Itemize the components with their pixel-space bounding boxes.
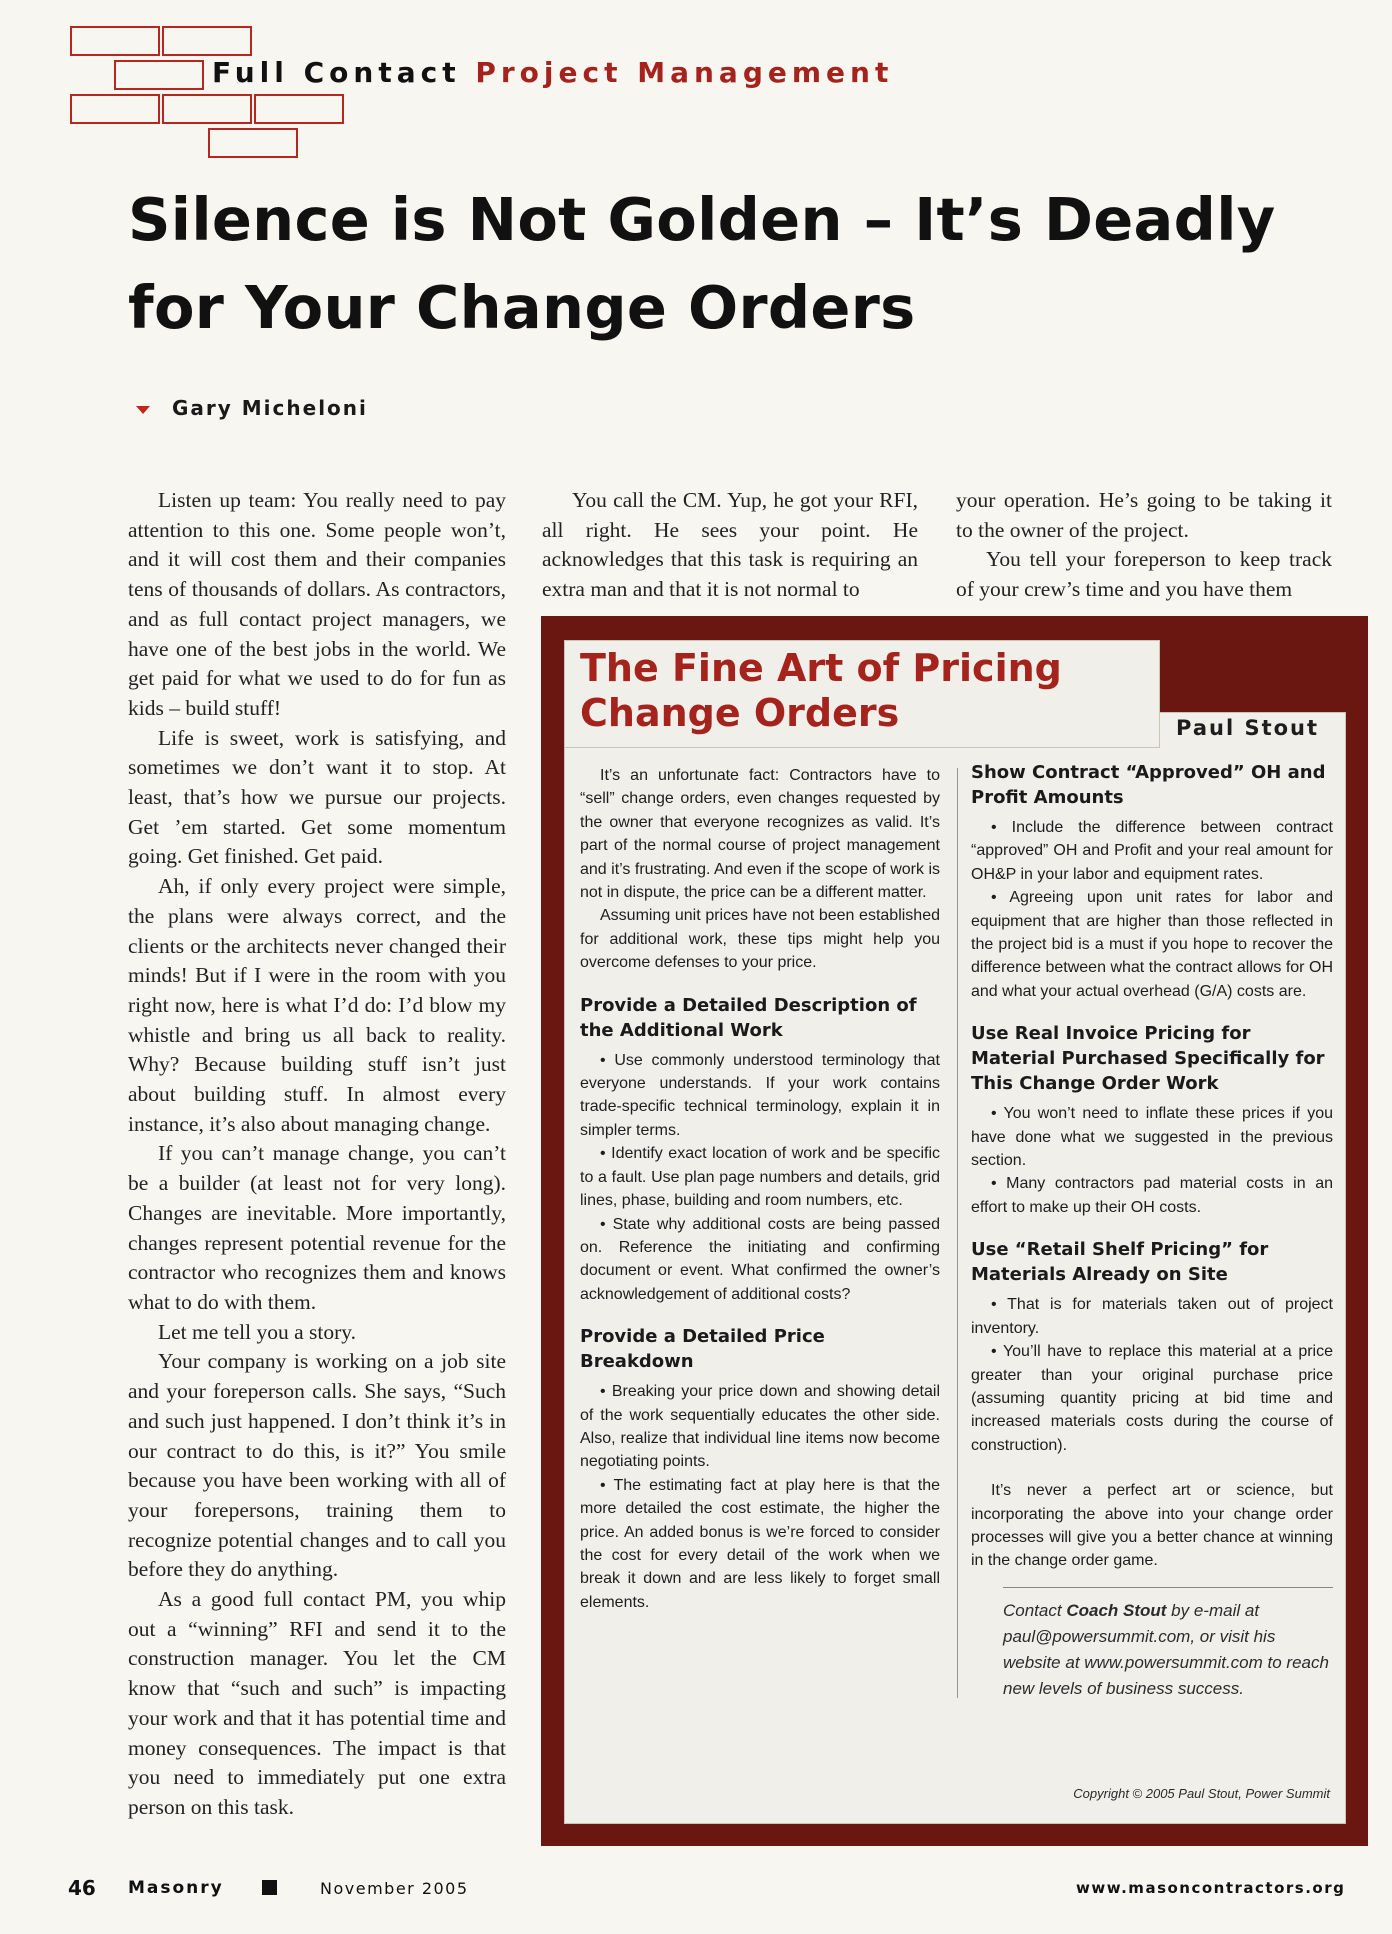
contact-divider bbox=[1003, 1587, 1333, 1588]
section-prefix: Full Contact bbox=[212, 56, 461, 89]
sidebar-bullet: • Include the difference between contract “approved” OH and Profit and your real amount for OH&P in your labor and equipment rates. bbox=[971, 819, 1333, 883]
brick bbox=[208, 128, 298, 158]
contact-details: by e-mail at paul@powersummit.com, or visit his website at www.powersummit.com to reach new levels of business success. bbox=[1003, 1600, 1329, 1698]
column-divider bbox=[957, 768, 958, 1698]
sidebar-subheading: Provide a Detailed Description of the Additional Work bbox=[580, 994, 917, 1041]
brick bbox=[162, 26, 252, 56]
contact-name: Coach Stout bbox=[1066, 1600, 1167, 1620]
sidebar-author: Paul Stout bbox=[1176, 716, 1320, 740]
paragraph: Let me tell you a story. bbox=[158, 1319, 357, 1344]
paragraph: If you can’t manage change, you can’t be a builder (at least not for very long). Changes are inevitable. More importantly, changes represent potential revenue for the contractor who recognizes them and knows what to do with them. bbox=[128, 1141, 506, 1314]
paragraph: Life is sweet, work is satisfying, and sometimes we don’t want it to stop. At least, that’s how we pursue our projects. Get ’em started. Get some momentum going. Get finished. Get paid. bbox=[128, 725, 506, 869]
sidebar-title: The Fine Art of Pricing Change Orders bbox=[580, 646, 1062, 735]
section-label bbox=[212, 56, 893, 89]
paragraph: Listen up team: You really need to pay attention to this one. Some people won’t, and it will cost them and their companies tens of thousands of dollars. As contractors, and as full contact project managers, we have one of the best jobs in the world. We get paid for what we used to do for fun as kids – build stuff! bbox=[128, 488, 506, 720]
sidebar-closing: It’s never a perfect art or science, but incorporating the above into your change order processes will give you a better chance at winning in the change order game. bbox=[971, 1482, 1333, 1570]
brick bbox=[254, 94, 344, 124]
magazine-name: Masonry bbox=[128, 1878, 224, 1898]
brick bbox=[70, 26, 160, 56]
sidebar-column-1 bbox=[580, 764, 940, 1614]
sidebar-bullet: • You’ll have to replace this material at a price greater than your original purchase price (assuming quantity pricing at bid time and increased materials costs during the course of construction). bbox=[971, 1343, 1333, 1454]
page-number: 46 bbox=[68, 1876, 96, 1900]
sidebar-paragraph: Assuming unit prices have not been established for additional work, these tips might help you overcome defenses to your price. bbox=[580, 907, 940, 972]
contact-pre: Contact bbox=[1003, 1600, 1062, 1620]
sidebar-paragraph: It’s an unfortunate fact: Contractors have to “sell” change orders, even changes requested by the owner that everyone recognizes as valid. It’s part of the normal course of project management and it’s frustrating. And even if the scope of work is not in dispute, the price can be a different matter. bbox=[580, 767, 940, 902]
sidebar-column-2 bbox=[971, 760, 1333, 1702]
issue-date: November 2005 bbox=[320, 1879, 469, 1898]
byline bbox=[136, 396, 368, 420]
sidebar-bullet: • That is for materials taken out of project inventory. bbox=[971, 1296, 1333, 1337]
paragraph: Ah, if only every project were simple, the plans were always correct, and the clients or the architects never changed their minds! But if I were in the room with you right now, here is what I’d do: I’d blow my whistle and bring us all back to reality. Why? Because building stuff isn’t just about building stuff. In almost every instance, it’s also about managing change. bbox=[128, 874, 506, 1136]
sidebar-bullet: • State why additional costs are being passed on. Reference the initiating and confirming document or event. What confirmed the owner’s acknowledgement of additional costs? bbox=[580, 1215, 940, 1303]
sidebar-bullet: • Many contractors pad material costs in an effort to make up their OH costs. bbox=[971, 1175, 1333, 1216]
paragraph: You tell your foreperson to keep track of your crew’s time and you have them bbox=[956, 547, 1332, 602]
article-column-1 bbox=[128, 486, 506, 1823]
author-name: Gary Micheloni bbox=[172, 396, 368, 420]
paragraph: Your company is working on a job site and your foreperson calls. She says, “Such and such just happened. I don’t think it’s in our contract to do this, is it?” You smile because you have been working with all of your forepersons, training them to recognize potential changes and to call you before they do anything. bbox=[128, 1349, 506, 1582]
sidebar-bullet: • Use commonly understood terminology that everyone understands. If your work contains trade-specific technical terminology, explain it in simpler terms. bbox=[580, 1051, 940, 1139]
website-url[interactable]: www.masoncontractors.org bbox=[1076, 1879, 1346, 1897]
contact-info bbox=[1003, 1598, 1333, 1702]
brick bbox=[114, 60, 204, 90]
paragraph: As a good full contact PM, you whip out a “winning” RFI and send it to the construction manager. You let the CM know that “such and such” is impacting your work and that it has potential time and money consequences. The impact is that you need to immediately put one extra person on this task. bbox=[128, 1587, 506, 1819]
sidebar-bullet: • You won’t need to inflate these prices if you have done what we suggested in the previous section. bbox=[971, 1105, 1333, 1170]
paragraph: You call the CM. Yup, he got your RFI, all right. He sees your point. He acknowledges that this task is requiring an extra man and that it is not normal to bbox=[542, 488, 918, 602]
sidebar-subheading: Provide a Detailed Price Breakdown bbox=[580, 1326, 825, 1373]
sidebar-copyright: Copyright © 2005 Paul Stout, Power Summit bbox=[1073, 1786, 1330, 1801]
square-separator-icon bbox=[262, 1880, 277, 1895]
sidebar-bullet: • The estimating fact at play here is that the more detailed the cost estimate, the higher the price. An added bonus is we’re forced to consider the cost for every detail of the work when we break it down and are less likely to forget small elements. bbox=[580, 1476, 940, 1611]
sidebar-bullet: • Identify exact location of work and be specific to a fault. Use plan page numbers and details, grid lines, phase, building and room numbers, etc. bbox=[580, 1145, 940, 1210]
triangle-bullet-icon bbox=[136, 406, 150, 414]
paragraph: your operation. He’s going to be taking it to the owner of the project. bbox=[956, 488, 1332, 542]
sidebar-subheading: Use Real Invoice Pricing for Material Purchased Specifically for This Change Order Work bbox=[971, 1023, 1325, 1095]
section-suffix: Project Management bbox=[475, 56, 894, 89]
sidebar-bullet: • Breaking your price down and showing detail of the work sequentially educates the other side. Also, realize that individual line items now become negotiating points. bbox=[580, 1383, 940, 1471]
brick bbox=[162, 94, 252, 124]
article-column-3 bbox=[956, 486, 1332, 605]
sidebar-subheading: Use “Retail Shelf Pricing” for Materials Already on Site bbox=[971, 1239, 1269, 1286]
article-headline: Silence is Not Golden – It’s Deadly for Your Change Orders bbox=[128, 185, 1276, 342]
sidebar-subheading: Show Contract “Approved” OH and Profit Amounts bbox=[971, 762, 1326, 808]
article-column-2 bbox=[542, 486, 918, 605]
sidebar-bullet: • Agreeing upon unit rates for labor and equipment that are higher than those reflected in the project bid is a must if you hope to recover the difference between what the contract allows for OH and what your actual overhead (G/A) costs are. bbox=[971, 889, 1333, 1000]
brick bbox=[70, 94, 160, 124]
